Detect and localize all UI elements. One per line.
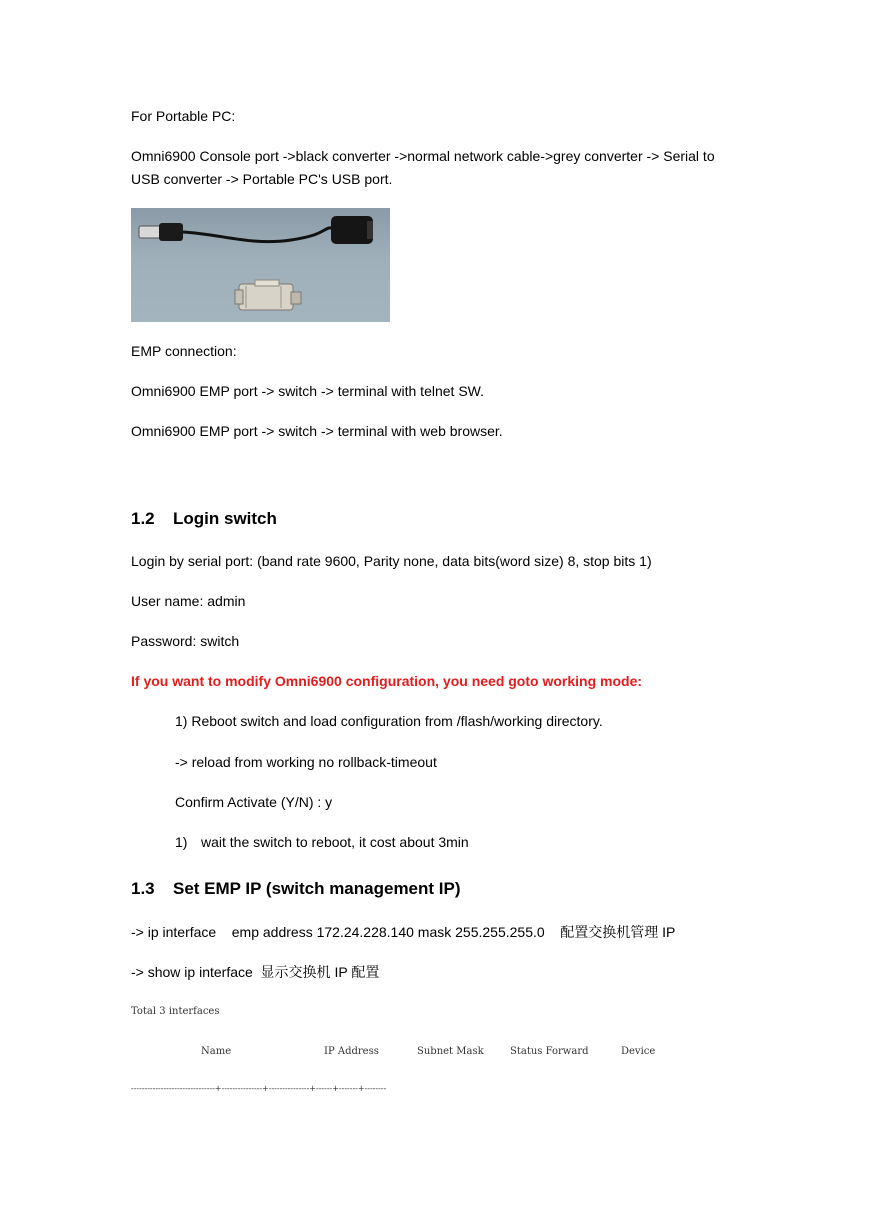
show-ip-interface-command: -> show ip interface 显示交换机 IP 配置 [131, 964, 380, 980]
reboot-step: 1) Reboot switch and load configuration from /flash/working directory. [175, 713, 603, 729]
username-line: User name: admin [131, 593, 246, 609]
step-text: wait the switch to reboot, it cost about 3min [201, 834, 469, 850]
column-header-subnet-mask: Subnet Mask [417, 1046, 484, 1057]
section-title: Set EMP IP (switch management IP) [173, 879, 461, 898]
emp-connection-heading: EMP connection: [131, 343, 237, 359]
console-path-line-1: Omni6900 Console port ->black converter ->normal network cable->grey converter -> Serial to [131, 148, 715, 164]
section-number: 1.2 [131, 509, 155, 528]
column-header-status-forward: Status Forward [510, 1046, 589, 1057]
section-heading-1-2 [131, 509, 277, 529]
column-header-ip-address: IP Address [324, 1046, 379, 1057]
column-header-name: Name [201, 1046, 232, 1057]
console-path-line-2: USB converter -> Portable PC's USB port. [131, 171, 393, 187]
column-header-device: Device [621, 1046, 656, 1057]
cable-photo-illustration [131, 208, 390, 322]
section-title: Login switch [173, 509, 277, 528]
total-interfaces: Total 3 interfaces [131, 1006, 220, 1017]
step-number: 1) [175, 834, 188, 850]
serial-login-line: Login by serial port: (band rate 9600, Parity none, data bits(word size) 8, stop bits 1) [131, 553, 652, 569]
emp-telnet-line: Omni6900 EMP port -> switch -> terminal with telnet SW. [131, 383, 484, 399]
confirm-activate-line: Confirm Activate (Y/N) : y [175, 794, 333, 810]
password-line: Password: switch [131, 633, 240, 649]
portable-pc-heading: For Portable PC: [131, 108, 236, 124]
emp-web-line: Omni6900 EMP port -> switch -> terminal with web browser. [131, 423, 503, 439]
section-heading-1-3 [131, 879, 461, 899]
usb-serial-converter-photo [131, 208, 390, 322]
table-separator: -------------------------------+---------------+---------------+------+-------+-------- [131, 1084, 387, 1093]
reload-command: -> reload from working no rollback-timeout [175, 754, 437, 770]
ip-interface-command: -> ip interface emp address 172.24.228.140 mask 255.255.255.0 配置交换机管理 IP [131, 924, 676, 940]
section-number: 1.3 [131, 879, 155, 898]
working-mode-warning: If you want to modify Omni6900 configuration, you need goto working mode: [131, 673, 643, 689]
wait-reboot-step [175, 831, 469, 853]
